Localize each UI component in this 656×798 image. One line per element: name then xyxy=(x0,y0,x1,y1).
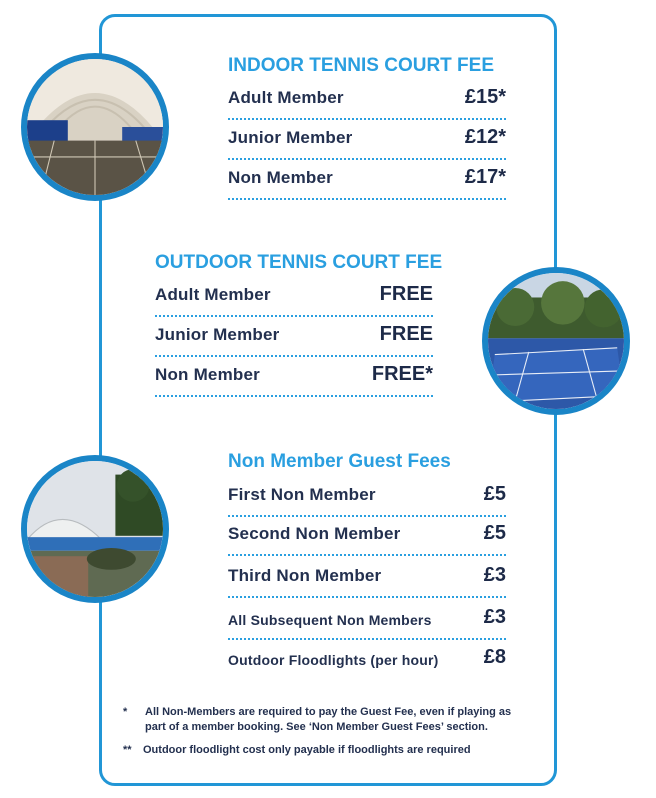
fee-label: Junior Member xyxy=(228,128,353,147)
indoor-court-photo xyxy=(21,53,169,201)
fee-row xyxy=(228,558,506,598)
outdoor-court-photo xyxy=(482,267,630,415)
fee-price: FREE xyxy=(379,283,433,305)
fee-label: Outdoor Floodlights (per hour) xyxy=(228,652,439,668)
footnote-text: Outdoor floodlight cost only payable if floodlights are required xyxy=(143,744,471,756)
fee-row xyxy=(155,357,433,397)
fee-label: Second Non Member xyxy=(228,524,401,543)
fee-label: All Subsequent Non Members xyxy=(228,612,432,628)
fee-row xyxy=(228,80,506,120)
fee-label: Non Member xyxy=(228,168,333,187)
footnote xyxy=(123,705,533,735)
indoor-section-title: INDOOR TENNIS COURT FEE xyxy=(228,55,495,76)
footnote xyxy=(123,743,533,758)
fee-price: £5 xyxy=(483,483,506,505)
fee-row xyxy=(228,640,506,680)
fee-row xyxy=(228,477,506,517)
fee-price: £5 xyxy=(483,522,506,544)
footnote-mark: ** xyxy=(123,744,132,756)
fee-row xyxy=(228,600,506,640)
fee-price: £17* xyxy=(464,166,506,188)
fee-price: FREE* xyxy=(371,363,433,385)
fee-price: £12* xyxy=(464,126,506,148)
fee-price: FREE xyxy=(379,323,433,345)
fee-row xyxy=(228,516,506,556)
dome-exterior-photo xyxy=(21,455,169,603)
fee-label: Junior Member xyxy=(155,325,280,344)
fee-price: £8 xyxy=(483,646,506,668)
fee-row xyxy=(155,317,433,357)
outdoor-section-title: OUTDOOR TENNIS COURT FEE xyxy=(155,252,443,273)
fee-label: Non Member xyxy=(155,365,260,384)
fee-row xyxy=(155,277,433,317)
fee-label: Third Non Member xyxy=(228,566,382,585)
footnote-mark: * xyxy=(123,706,128,718)
fee-label: Adult Member xyxy=(155,285,271,304)
fee-price: £3 xyxy=(483,606,506,628)
fee-label: Adult Member xyxy=(228,88,344,107)
fee-price: £3 xyxy=(483,564,506,586)
footnote-text: All Non-Members are required to pay the Guest Fee, even if playing as part of a member booking. See ‘Non Member Guest Fees’ section. xyxy=(145,706,512,733)
guest-section-title: Non Member Guest Fees xyxy=(228,451,451,472)
fee-price: £15* xyxy=(464,86,506,108)
fee-row xyxy=(228,160,506,200)
fee-label: First Non Member xyxy=(228,485,376,504)
fee-row xyxy=(228,120,506,160)
